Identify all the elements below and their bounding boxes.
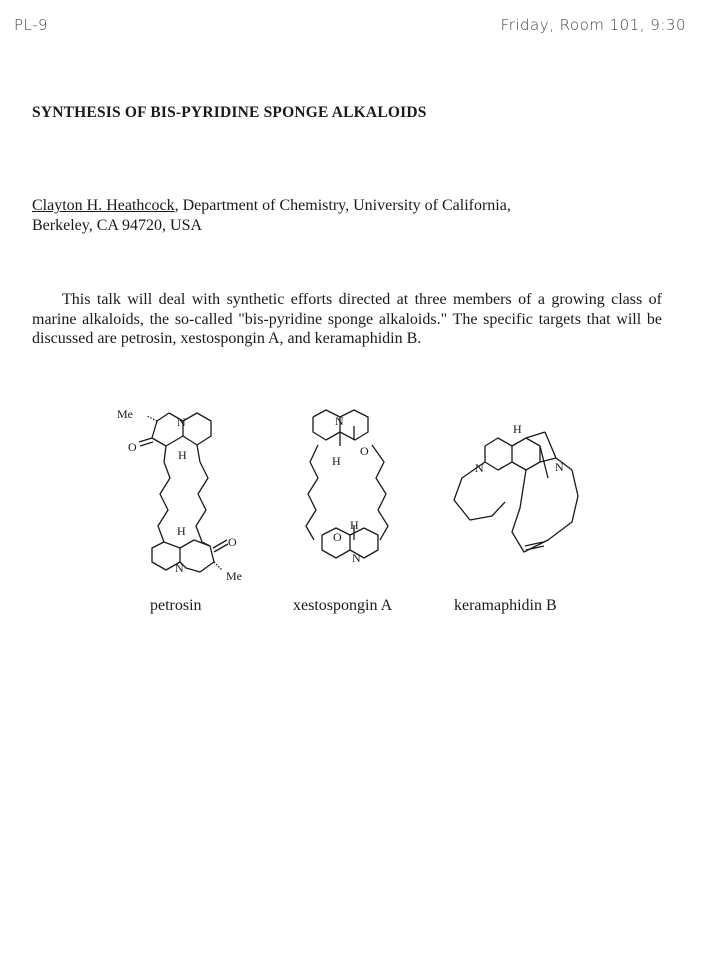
svg-text:O: O (360, 444, 369, 458)
svg-text:O: O (128, 440, 137, 454)
svg-text:Me: Me (117, 407, 133, 421)
author-block (32, 196, 662, 236)
page-code: PL-9 (14, 16, 49, 34)
svg-text:N: N (475, 461, 484, 475)
svg-text:H: H (332, 454, 341, 468)
label-xestospongin: xestospongin A (293, 597, 393, 614)
svg-text:H: H (177, 524, 186, 538)
author-address: Berkeley, CA 94720, USA (32, 217, 203, 234)
paper-title: SYNTHESIS OF BIS-PYRIDINE SPONGE ALKALOIDS (32, 104, 427, 121)
author-name: Clayton H. Heathcock (32, 197, 175, 214)
svg-text:H: H (513, 422, 522, 436)
label-petrosin: petrosin (150, 597, 202, 614)
svg-text:H: H (350, 518, 359, 532)
structure-figure (100, 400, 600, 590)
session-info: Friday, Room 101, 9:30 (500, 16, 686, 34)
abstract-paragraph: This talk will deal with synthetic efforts directed at three members of a growing class of marine alkaloids, the so-called "bis-pyridine sponge alkaloids." The specific targets that will be discussed are petrosin, xestospongin A, and keramaphidin B. (32, 291, 662, 347)
label-keramaphidin: keramaphidin B (454, 597, 557, 614)
svg-text:H: H (178, 448, 187, 462)
svg-text:N: N (352, 551, 361, 565)
svg-text:N: N (335, 414, 344, 428)
svg-text:N: N (177, 415, 186, 429)
svg-text:Me: Me (226, 569, 242, 583)
svg-text:O: O (333, 530, 342, 544)
author-affiliation: , Department of Chemistry, University of California, (174, 197, 511, 214)
keramaphidin-structure (454, 432, 578, 552)
petrosin-structure (139, 413, 228, 572)
svg-text:N: N (555, 460, 564, 474)
svg-text:N: N (175, 561, 184, 575)
xestospongin-structure (306, 410, 388, 558)
svg-text:O: O (228, 535, 237, 549)
